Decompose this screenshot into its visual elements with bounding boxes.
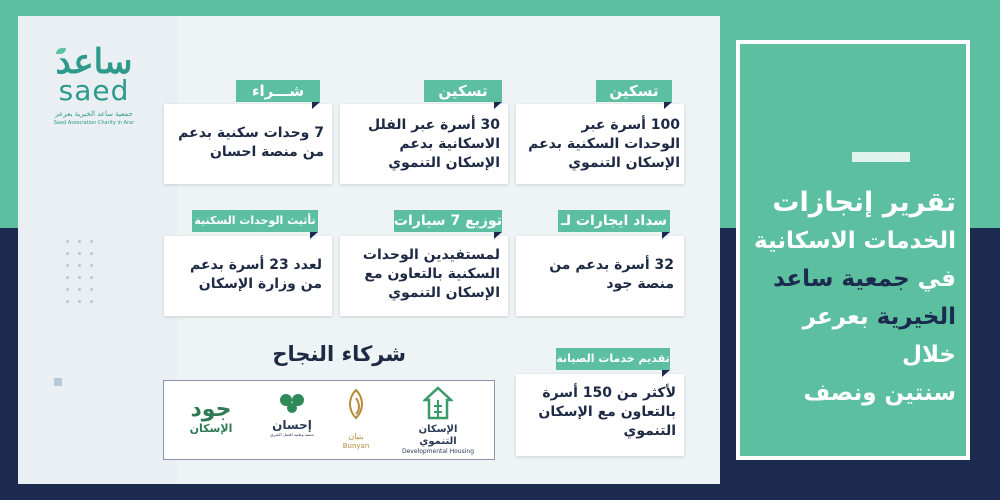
saed-logo bbox=[44, 44, 154, 134]
square-decoration bbox=[54, 378, 62, 386]
house-icon bbox=[423, 386, 453, 420]
bunyan-icon bbox=[346, 388, 366, 428]
title-line: سنتين ونصف bbox=[803, 380, 956, 406]
title-highlight: جمعية ساعد bbox=[773, 266, 910, 292]
jood-sub-label: الإسكان bbox=[189, 422, 233, 435]
card-tag: توزيع 7 سيارات bbox=[394, 210, 502, 232]
card-tag: تسكين bbox=[424, 80, 502, 102]
card-tag: تسكين bbox=[596, 80, 672, 102]
report-title bbox=[744, 184, 956, 412]
ehsan-label: إحسان bbox=[272, 418, 312, 432]
partners-title: شركاء النجاح bbox=[272, 342, 406, 366]
card-text: 30 أسرة عبر الفلل الاسكانية بدعم الإسكان التنموي bbox=[368, 117, 500, 171]
logo-english: saed bbox=[58, 74, 130, 107]
ehsan-sub-label: منصة وطنية للعمل الخيري bbox=[270, 432, 314, 437]
title-text: في bbox=[909, 266, 956, 292]
card-text: 100 أسرة عبر الوحدات السكنية بدعم الإسكان التنموي bbox=[528, 117, 680, 171]
card-text: لعدد 23 أسرة بدعم من وزارة الإسكان bbox=[190, 257, 322, 292]
logo-arabic: ساعد bbox=[55, 42, 133, 82]
bunyan-label-ar: بنيان bbox=[348, 432, 364, 441]
title-highlight: الخيرية bbox=[868, 304, 956, 330]
developmental-housing-label-ar: الإسكان التنموي bbox=[418, 424, 458, 447]
partner-bunyan-logo bbox=[336, 388, 376, 450]
dots-decoration-left bbox=[66, 240, 93, 303]
card-tag: شـــراء bbox=[236, 80, 320, 102]
jood-label: جود bbox=[190, 397, 232, 422]
partner-jood-logo bbox=[176, 398, 246, 436]
title-line: الخدمات الاسكانية bbox=[754, 228, 956, 254]
card-tag: تأثيث الوحدات السكنية bbox=[192, 210, 318, 232]
card-text: 32 أسرة بدعم من منصة جود bbox=[549, 257, 674, 292]
logo-subtitle-ar: جمعية ساعد الخيرية بعرعر bbox=[55, 110, 133, 118]
card-text: لمستفيدين الوحدات السكنية بالتعاون مع الإسكان التنموي bbox=[362, 247, 500, 301]
title-line bbox=[744, 260, 956, 298]
partner-ehsan-logo bbox=[262, 392, 322, 438]
developmental-housing-label-en: Developmental Housing bbox=[401, 448, 475, 455]
logo-subtitle-en: Saed Association Charity in Arar bbox=[53, 120, 135, 126]
bunyan-label-en: Bunyan bbox=[342, 442, 370, 450]
card-text: لأكثر من 150 أسرة بالتعاون مع الإسكان التنموي bbox=[538, 385, 676, 439]
partner-developmental-housing-logo bbox=[400, 386, 476, 456]
ehsan-leaf-icon bbox=[277, 392, 307, 414]
title-line: تقرير إنجازات bbox=[772, 187, 956, 218]
title-line bbox=[744, 298, 956, 374]
card-text: 7 وحدات سكنية بدعم من منصة احسان bbox=[178, 125, 324, 160]
card-tag: سداد ايجارات لـ bbox=[558, 210, 670, 232]
title-text: بعرعر خلال bbox=[802, 304, 956, 368]
panel-decoration-bar bbox=[852, 152, 910, 162]
card-tag: تقديم خدمات الصيانة bbox=[556, 348, 670, 370]
